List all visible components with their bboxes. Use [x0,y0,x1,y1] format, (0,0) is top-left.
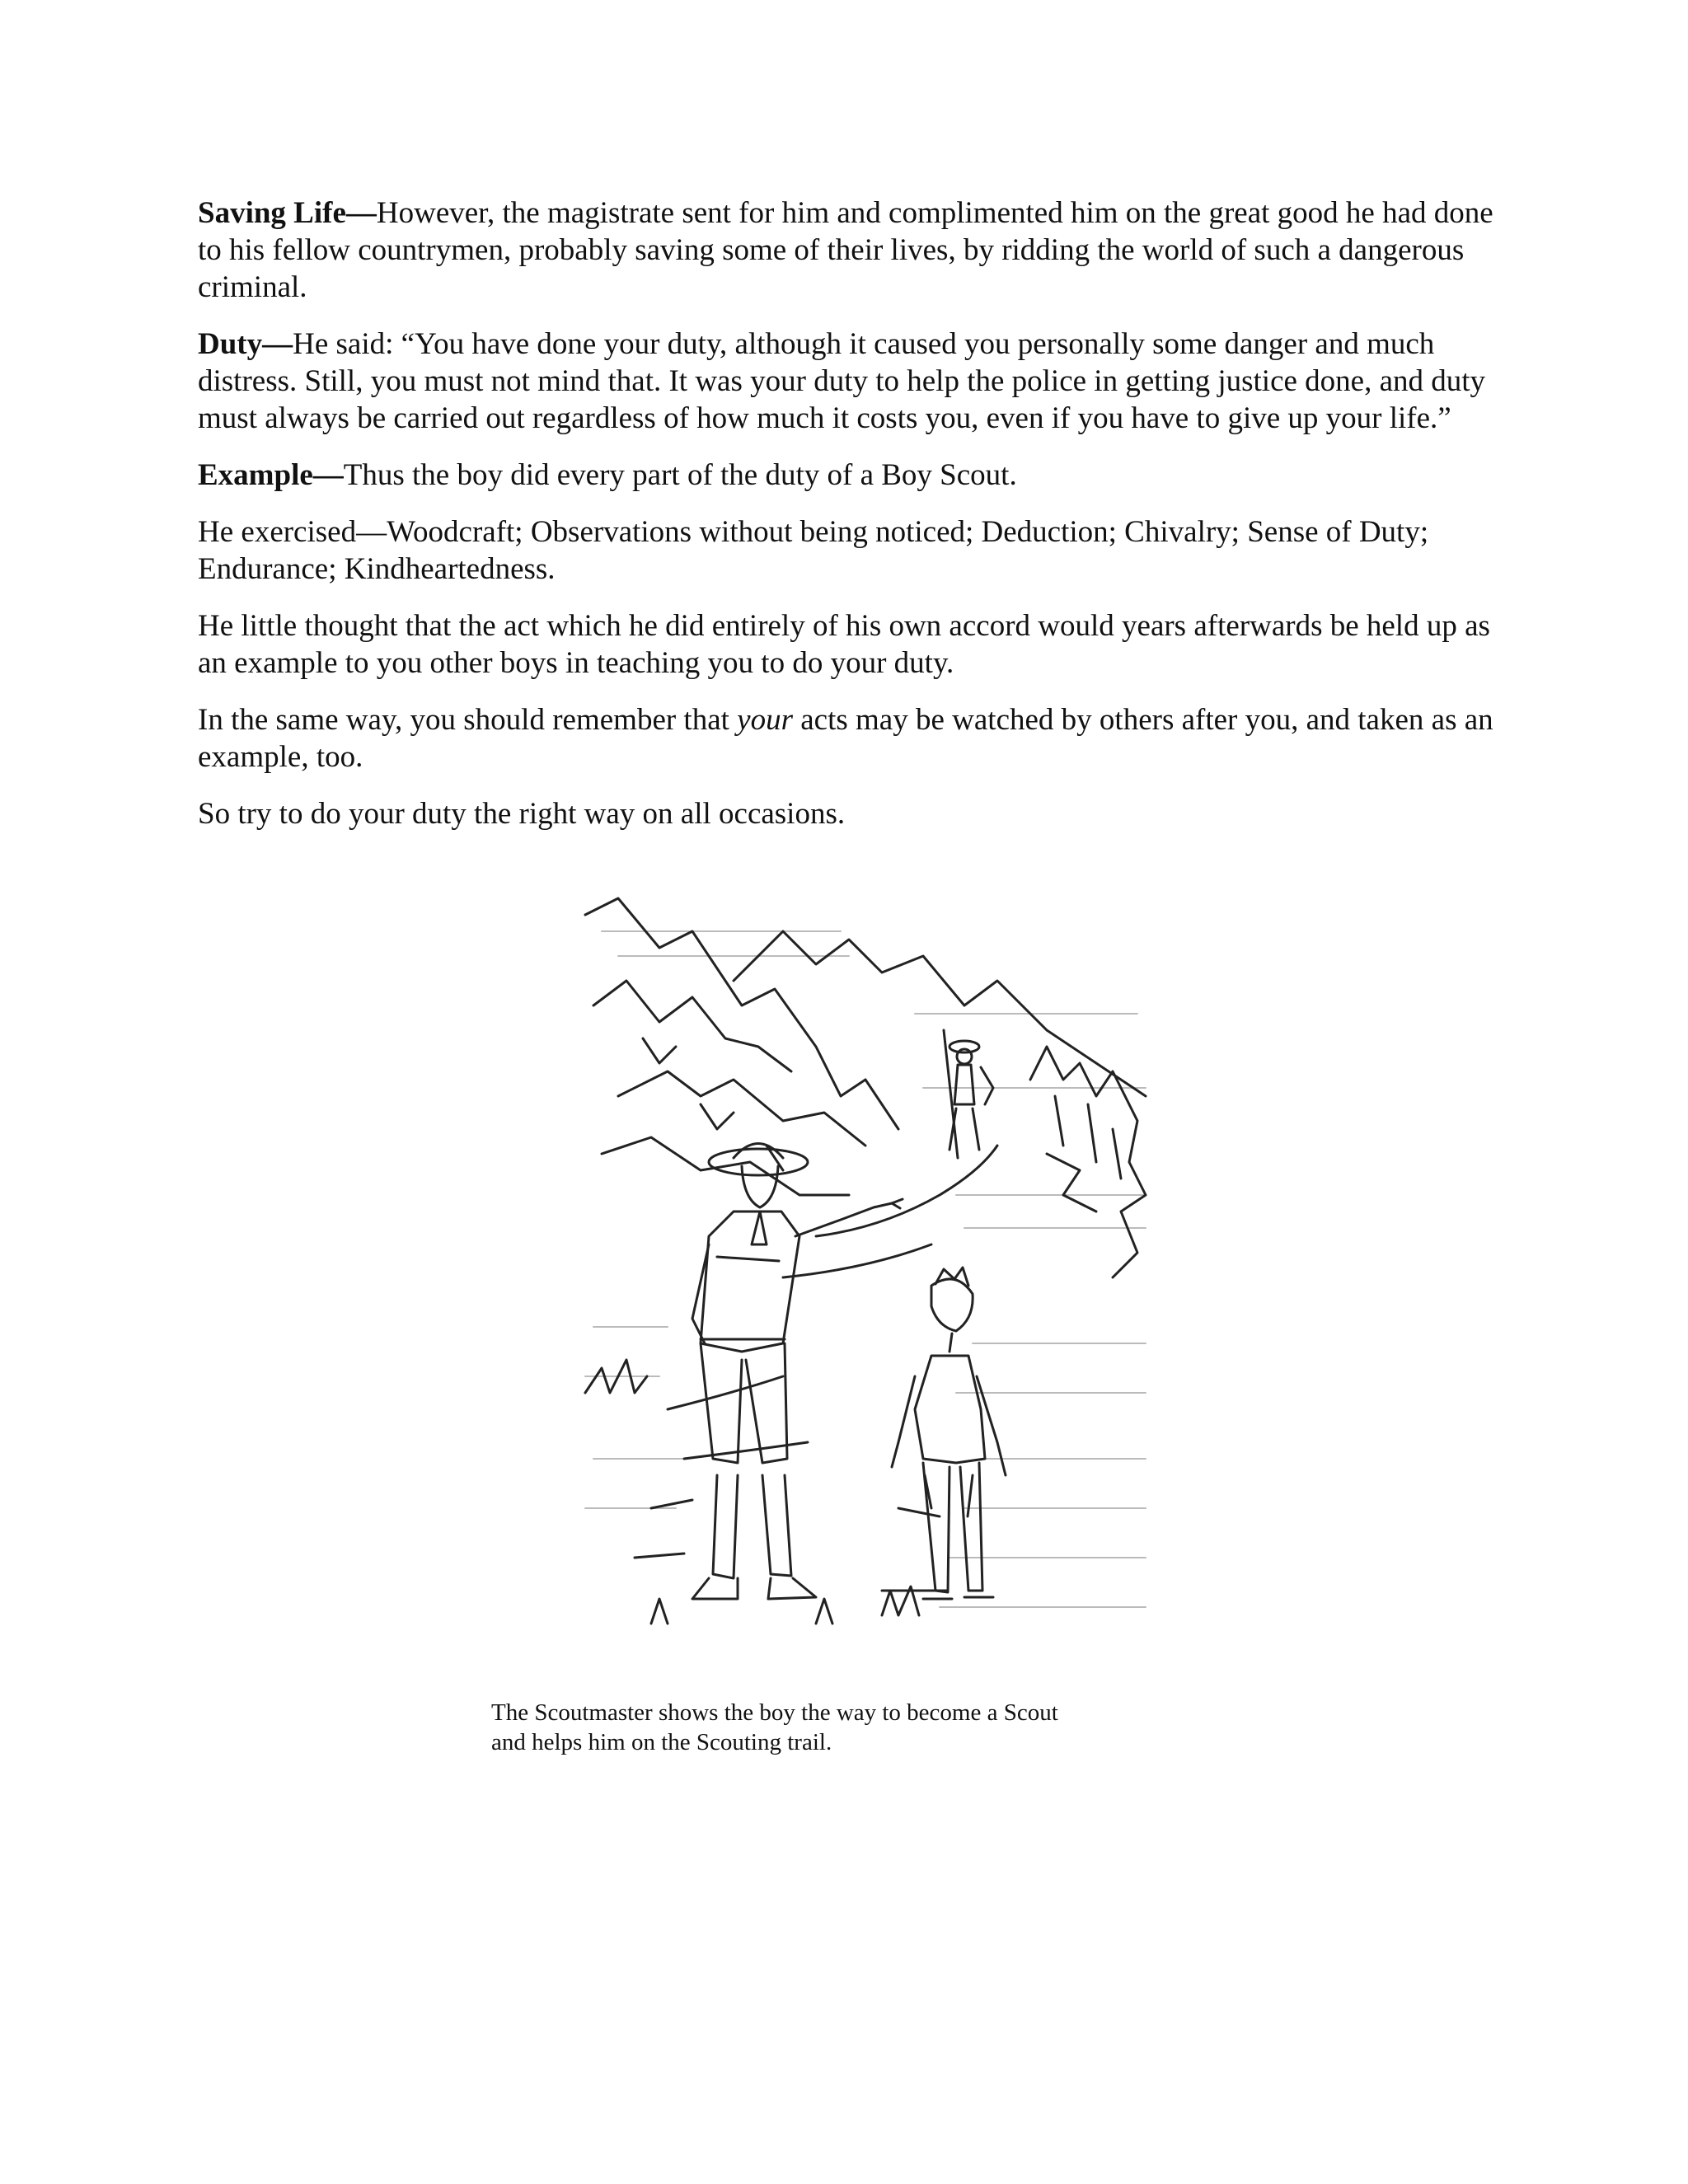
paragraph-try [198,795,1500,832]
scoutmaster-figure [692,1144,903,1600]
paragraph-text: He said: “You have done your duty, although it caused you personally some danger and much distress. Still, you must not mind that. It was your duty to help the police in getting justice done, and duty must always be carried out regardless of how much it costs you, even if you have to give up your life.” [198,327,1486,435]
distant-scout-figure [944,1030,993,1158]
boy-figure [892,1268,1006,1599]
paragraph-duty [198,326,1500,437]
paragraph-text-after: acts may be watched by others after you, and taken as an example, too. [198,703,1493,774]
paragraph-lead: Duty— [198,327,293,361]
trees [1030,1047,1146,1277]
paragraph-text: However, the magistrate sent for him and complimented him on the great good he had done to his fellow countrymen, probably saving some of their lives, by ridding the world of such a dangerous criminal. [198,196,1493,304]
caption-line: The Scoutmaster shows the boy the way to become a Scout [491,1699,1058,1726]
scout-illustration-drawing [569,882,1154,1681]
paragraph-example [198,457,1500,494]
figure-caption [491,1698,1233,1757]
trail [635,1146,997,1591]
mountains [585,898,1146,1195]
body-text [198,194,1500,852]
paragraph-text: Thus the boy did every part of the duty of a Boy Scout. [343,458,1017,492]
paragraph-text: He exercised—Woodcraft; Observations without being noticed; Deduction; Chivalry; Sense of Duty; Endurance; Kindheartedness. [198,515,1429,586]
paragraph-little-thought [198,607,1500,682]
paragraph-lead: Saving Life— [198,196,377,230]
paragraph-exercised [198,513,1500,588]
paragraph-same-way [198,701,1500,776]
paragraph-lead: Example— [198,458,344,492]
scout-illustration [569,882,1154,1681]
paragraph-saving-life [198,194,1500,306]
paragraph-text-before: In the same way, you should remember that [198,703,738,737]
paragraph-text: So try to do your duty the right way on all occasions. [198,797,846,831]
caption-line: and helps him on the Scouting trail. [491,1729,832,1755]
paragraph-emphasis: your [737,703,793,737]
paragraph-text: He little thought that the act which he did entirely of his own accord would years afterwards be held up as an example to you other boys in teaching you to do your duty. [198,609,1490,680]
